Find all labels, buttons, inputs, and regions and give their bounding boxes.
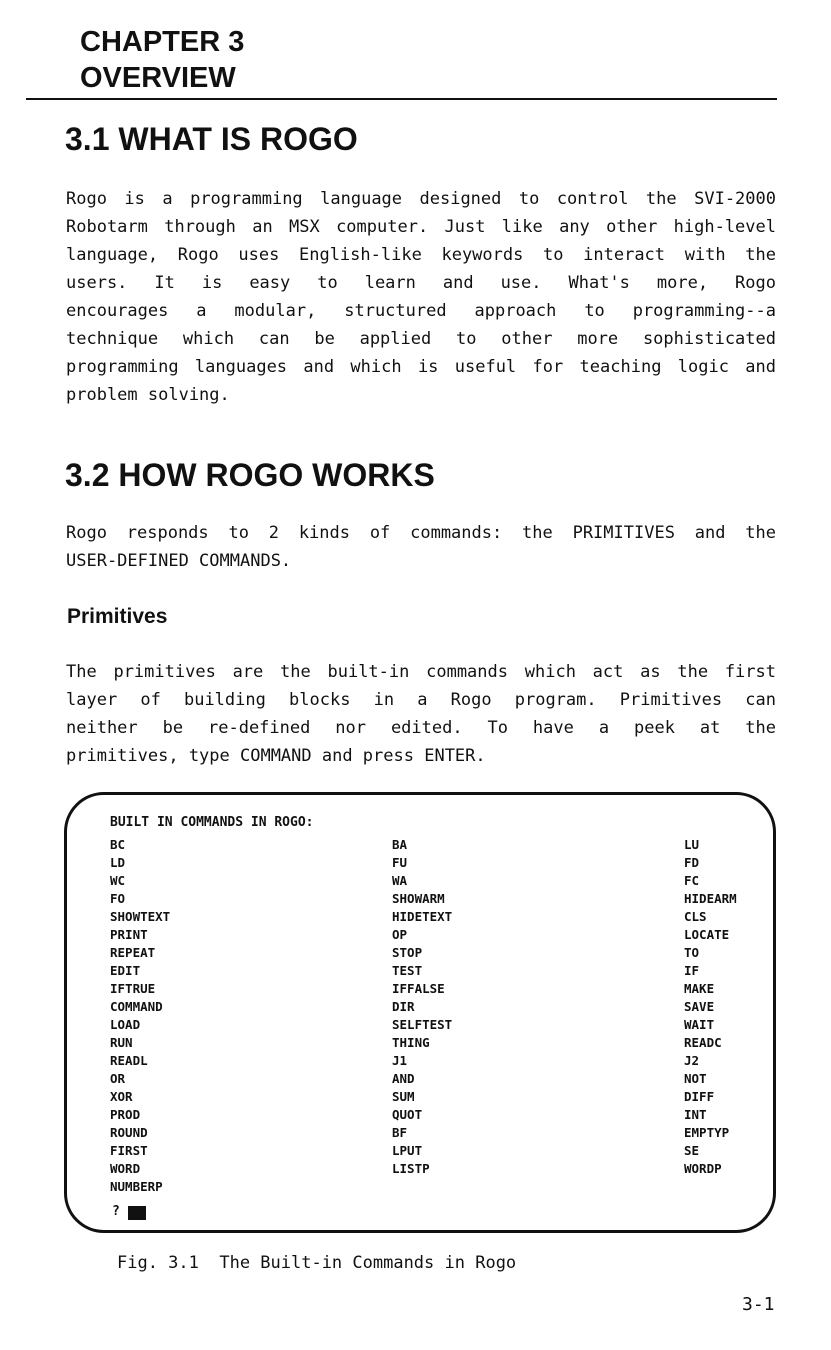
command-item: INT — [684, 1107, 707, 1122]
command-item: ROUND — [110, 1125, 148, 1140]
command-column-1 — [110, 836, 170, 1196]
command-item: COMMAND — [110, 999, 163, 1014]
command-item: FC — [684, 873, 700, 888]
command-item: LD — [110, 855, 126, 870]
command-item: THING — [392, 1035, 430, 1050]
command-item: REPEAT — [110, 945, 156, 960]
command-item: OR — [110, 1071, 126, 1086]
command-item: LOCATE — [684, 927, 730, 942]
command-item: NOT — [684, 1071, 707, 1086]
chapter-title: OVERVIEW — [80, 62, 236, 94]
command-column-3 — [684, 836, 737, 1178]
paragraph-line: encourages a modular, structured approach to programming--a — [66, 301, 776, 321]
paragraph-line: problem solving. — [66, 385, 230, 405]
command-item: MAKE — [684, 981, 715, 996]
paragraph-line: layer of building blocks in a Rogo program. Primitives can — [66, 690, 776, 710]
section-3-1-paragraph — [66, 185, 776, 409]
command-item: QUOT — [392, 1107, 423, 1122]
page-number: 3-1 — [742, 1294, 775, 1315]
command-item: FIRST — [110, 1143, 148, 1158]
primitives-paragraph — [66, 658, 776, 770]
subsection-heading-primitives: Primitives — [67, 605, 168, 628]
command-item: DIR — [392, 999, 415, 1014]
command-item: PRINT — [110, 927, 148, 942]
command-item: SAVE — [684, 999, 715, 1014]
command-item: WORDP — [684, 1161, 722, 1176]
screen-prompt: ? — [112, 1204, 120, 1219]
command-item: WA — [392, 873, 408, 888]
paragraph-line: language, Rogo uses English-like keywords to interact with the — [66, 245, 776, 265]
paragraph-line: users. It is easy to learn and use. What's more, Rogo — [66, 273, 776, 293]
screen-title: BUILT IN COMMANDS IN ROGO: — [110, 815, 314, 830]
command-item: WC — [110, 873, 126, 888]
command-item: FO — [110, 891, 126, 906]
command-item: READL — [110, 1053, 148, 1068]
command-item: LISTP — [392, 1161, 430, 1176]
command-item: RUN — [110, 1035, 133, 1050]
paragraph-line: Rogo is a programming language designed to control the SVI-2000 — [66, 189, 776, 209]
command-item: XOR — [110, 1089, 133, 1104]
command-item: PROD — [110, 1107, 141, 1122]
section-heading-3-2: 3.2 HOW ROGO WORKS — [65, 457, 435, 493]
command-item: HIDEARM — [684, 891, 737, 906]
command-item: TEST — [392, 963, 423, 978]
command-item: SUM — [392, 1089, 415, 1104]
command-item: BA — [392, 837, 408, 852]
command-item: LPUT — [392, 1143, 423, 1158]
command-column-2 — [392, 836, 452, 1178]
command-item: FD — [684, 855, 700, 870]
command-item: SHOWARM — [392, 891, 445, 906]
paragraph-line: USER-DEFINED COMMANDS. — [66, 551, 292, 571]
command-item: WORD — [110, 1161, 141, 1176]
paragraph-line: Robotarm through an MSX computer. Just like any other high-level — [66, 217, 776, 237]
command-item: IFFALSE — [392, 981, 445, 996]
command-item: BC — [110, 837, 126, 852]
paragraph-line: technique which can be applied to other more sophisticated — [66, 329, 776, 349]
command-item: J2 — [684, 1053, 700, 1068]
paragraph-line: The primitives are the built-in commands which act as the first — [66, 662, 776, 682]
paragraph-line: neither be re-defined nor edited. To have a peek at the — [66, 718, 776, 738]
chapter-heading — [80, 24, 244, 96]
command-item: OP — [392, 927, 408, 942]
section-heading-3-1: 3.1 WHAT IS ROGO — [65, 121, 358, 157]
section-3-2-paragraph — [66, 519, 776, 575]
command-item: WAIT — [684, 1017, 715, 1032]
header-rule — [26, 98, 777, 100]
command-item: SELFTEST — [392, 1017, 453, 1032]
command-item: STOP — [392, 945, 423, 960]
command-item: J1 — [392, 1053, 408, 1068]
command-item: LOAD — [110, 1017, 141, 1032]
command-item: EDIT — [110, 963, 141, 978]
command-item: HIDETEXT — [392, 909, 453, 924]
command-item: TO — [684, 945, 700, 960]
command-item: BF — [392, 1125, 408, 1140]
command-item: CLS — [684, 909, 707, 924]
paragraph-line: Rogo responds to 2 kinds of commands: the PRIMITIVES and the — [66, 523, 776, 543]
command-item: READC — [684, 1035, 722, 1050]
paragraph-line: primitives, type COMMAND and press ENTER. — [66, 746, 486, 766]
command-item: IFTRUE — [110, 981, 156, 996]
command-item: AND — [392, 1071, 415, 1086]
command-item: SE — [684, 1143, 700, 1158]
command-item: LU — [684, 837, 700, 852]
paragraph-line: programming languages and which is useful for teaching logic and — [66, 357, 776, 377]
cursor-block-icon — [128, 1206, 146, 1220]
command-item: DIFF — [684, 1089, 715, 1104]
command-item: EMPTYP — [684, 1125, 730, 1140]
chapter-number: CHAPTER 3 — [80, 26, 245, 58]
command-item: SHOWTEXT — [110, 909, 171, 924]
command-item: NUMBERP — [110, 1179, 163, 1194]
figure-caption: Fig. 3.1 The Built-in Commands in Rogo — [117, 1253, 517, 1273]
command-item: IF — [684, 963, 700, 978]
command-item: FU — [392, 855, 408, 870]
